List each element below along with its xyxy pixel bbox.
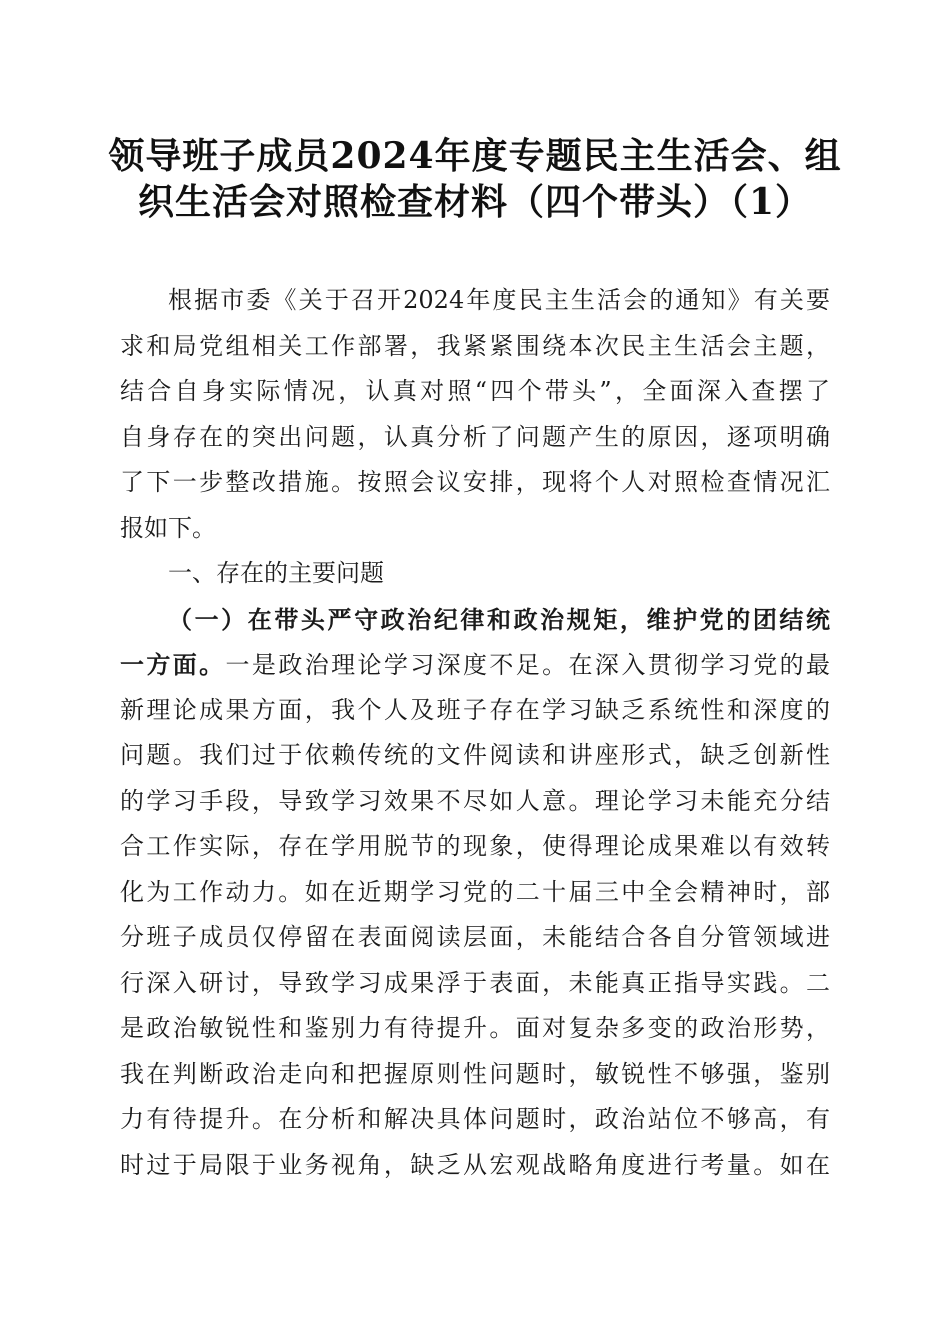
body-line: 新理论成果方面，我个人及班子存在学习缺乏系统性和深度的 xyxy=(120,695,830,724)
body-line: 时过于局限于业务视角，缺乏从宏观战略角度进行考量。如在 xyxy=(120,1150,830,1179)
body-line: 是政治敏锐性和鉴别力有待提升。面对复杂多变的政治形势， xyxy=(120,1014,830,1042)
title-line-2: 织生活会对照检查材料（四个带头）（1） xyxy=(137,181,813,223)
body-line: 力有待提升。在分析和解决具体问题时，政治站位不够高，有 xyxy=(120,1105,830,1133)
subsection-heading-tail: 一方面。 xyxy=(120,650,226,679)
intro-line: 自身存在的突出问题，认真分析了问题产生的原因，逐项明确 xyxy=(120,422,830,451)
title-line-1: 领导班子成员2024年度专题民主生活会、组 xyxy=(108,135,842,177)
body-line: 问题。我们过于依赖传统的文件阅读和讲座形式，缺乏创新性 xyxy=(120,741,830,769)
intro-line: 求和局党组相关工作部署，我紧紧围绕本次民主生活会主题， xyxy=(120,331,830,360)
subsection-heading-continued xyxy=(120,642,830,688)
body-line: 合工作实际，存在学用脱节的现象，使得理论成果难以有效转 xyxy=(120,832,830,860)
intro-line: 结合自身实际情况，认真对照“四个带头”，全面深入查摆了 xyxy=(120,377,830,405)
intro-line: 根据市委《关于召开2024年度民主生活会的通知》有关要 xyxy=(168,286,830,314)
body-line: 的学习手段，导致学习效果不尽如人意。理论学习未能充分结 xyxy=(120,786,830,815)
section-heading: 一、存在的主要问题 xyxy=(168,559,384,587)
paragraph-text: 一是政治理论学习深度不足。在深入贯彻学习党的最 xyxy=(225,651,831,679)
body-line: 我在判断政治走向和把握原则性问题时，敏锐性不够强，鉴别 xyxy=(120,1059,830,1088)
subsection-heading: （一）在带头严守政治纪律和政治规矩，维护党的团结统 xyxy=(168,604,830,634)
document-body xyxy=(120,278,830,1188)
body-line: 行深入研讨，导致学习成果浮于表面，未能真正指导实践。二 xyxy=(120,968,830,997)
document-title xyxy=(100,133,850,225)
body-line: 化为工作动力。如在近期学习党的二十届三中全会精神时，部 xyxy=(120,877,830,906)
intro-line: 了下一步整改措施。按照会议安排，现将个人对照检查情况汇 xyxy=(120,468,830,496)
intro-line: 报如下。 xyxy=(120,513,216,542)
body-line: 分班子成员仅停留在表面阅读层面，未能结合各自分管领域进 xyxy=(120,923,830,951)
